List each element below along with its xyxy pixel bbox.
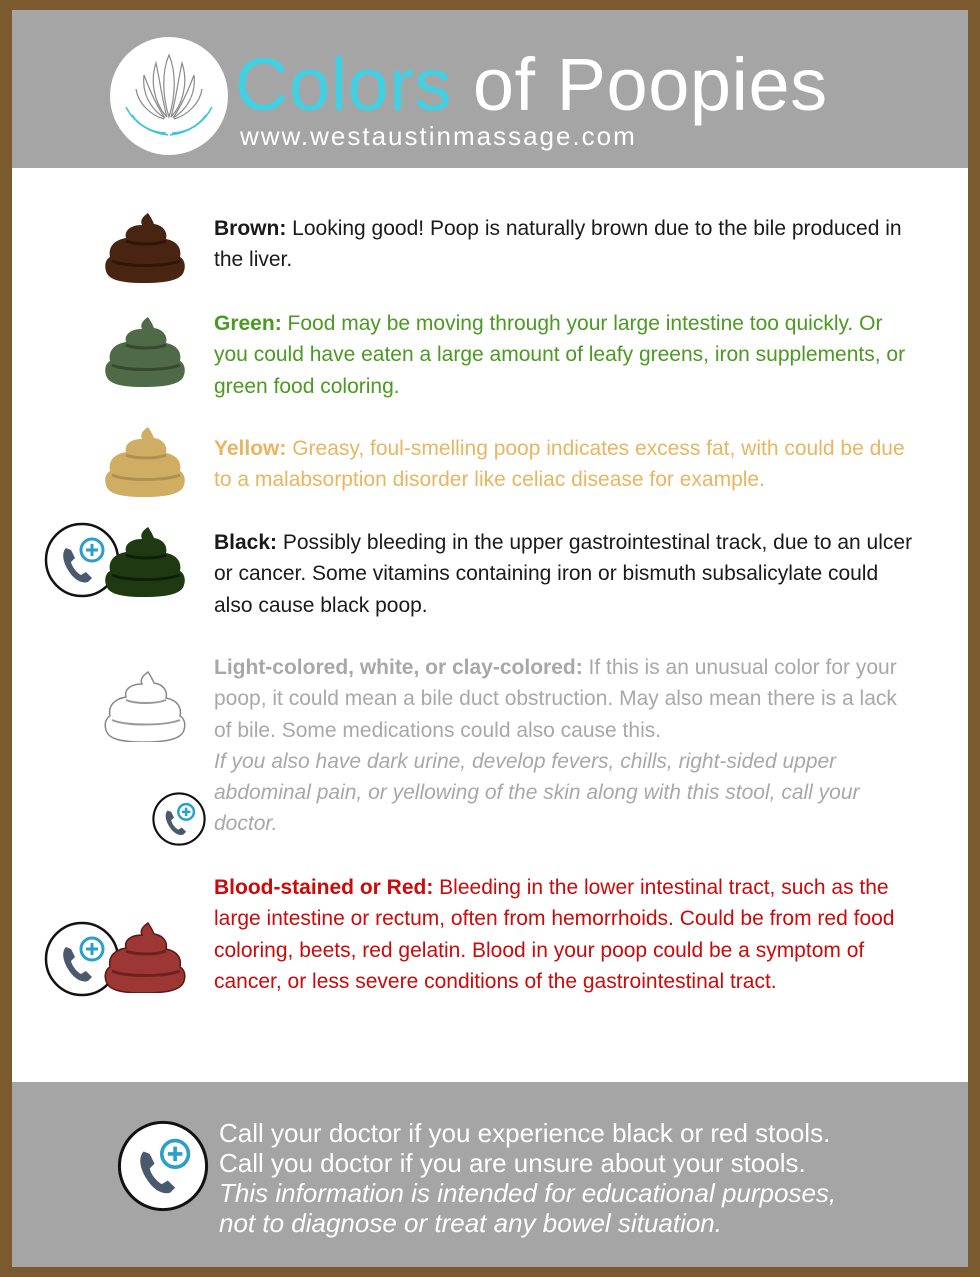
page-title — [235, 43, 828, 126]
title-rest: of Poopies — [451, 43, 828, 126]
call-doctor-icon — [117, 1120, 209, 1212]
disclaimer-line: not to diagnose or treat any bowel situation. — [219, 1208, 722, 1238]
entry-label: Green: — [214, 312, 282, 335]
entry-note: If you also have dark urine, develop fevers, chills, right-sided upper abdominal pain, or yellowing of the skin along with this stool, call your doctor. — [214, 749, 860, 836]
footer-line: Call your doctor if you experience black or red stools. — [219, 1118, 831, 1148]
entry-label: Black: — [214, 531, 278, 554]
entry-label: Yellow: — [214, 437, 287, 460]
footer-line: Call you doctor if you are unsure about your stools. — [219, 1148, 806, 1178]
lotus-hands-icon — [110, 37, 228, 155]
entry-brown — [214, 213, 914, 276]
infographic-frame — [12, 10, 968, 1267]
disclaimer-line: This information is intended for educational purposes, — [219, 1178, 837, 1208]
entry-text: If this is an unusual color for your poop, it could mean a bile duct obstruction. May also mean there is a lack of bile. Some medications could also cause this. — [214, 656, 897, 742]
entry-yellow — [214, 433, 914, 496]
entry-text: Looking good! Poop is naturally brown due to the bile produced in the liver. — [214, 217, 902, 272]
entry-text: Possibly bleeding in the upper gastrointestinal track, due to an ulcer or cancer. Some vitamins containing iron or bismuth subsalicylate could also cause black poop. — [214, 531, 913, 617]
entry-label: Brown: — [214, 217, 287, 240]
entry-text: Bleeding in the lower intestinal tract, such as the large intestine or rectum, often from hemorrhoids. Could be from red food coloring, beets, red gelatin. Blood in your poop could be a symptom of cancer, or less severe conditions of the gastrointestinal tract. — [214, 876, 895, 993]
title-accent: Colors — [235, 43, 452, 126]
poop-icon — [104, 670, 186, 742]
entry-red — [214, 872, 914, 997]
entry-light — [214, 652, 914, 840]
footer — [12, 1082, 968, 1267]
header — [12, 10, 968, 168]
call-doctor-icon — [152, 792, 206, 846]
poop-icon — [104, 315, 186, 387]
poop-icon — [104, 921, 186, 993]
poop-icon — [104, 425, 186, 497]
poop-icon — [104, 525, 186, 597]
footer-text — [219, 1118, 959, 1238]
entry-black — [214, 527, 914, 621]
entry-green — [214, 308, 914, 402]
entry-text: Food may be moving through your large intestine too quickly. Or you could have eaten a large amount of leafy greens, iron supplements, or green food coloring. — [214, 312, 906, 398]
poop-icon — [104, 211, 186, 283]
website-url: www.westaustinmassage.com — [240, 121, 637, 151]
entry-text: Greasy, foul-smelling poop indicates excess fat, with could be due to a malabsorption disorder like celiac disease for example. — [214, 437, 905, 492]
entry-label: Light-colored, white, or clay-colored: — [214, 656, 583, 679]
logo — [110, 37, 228, 155]
entry-label: Blood-stained or Red: — [214, 876, 434, 899]
